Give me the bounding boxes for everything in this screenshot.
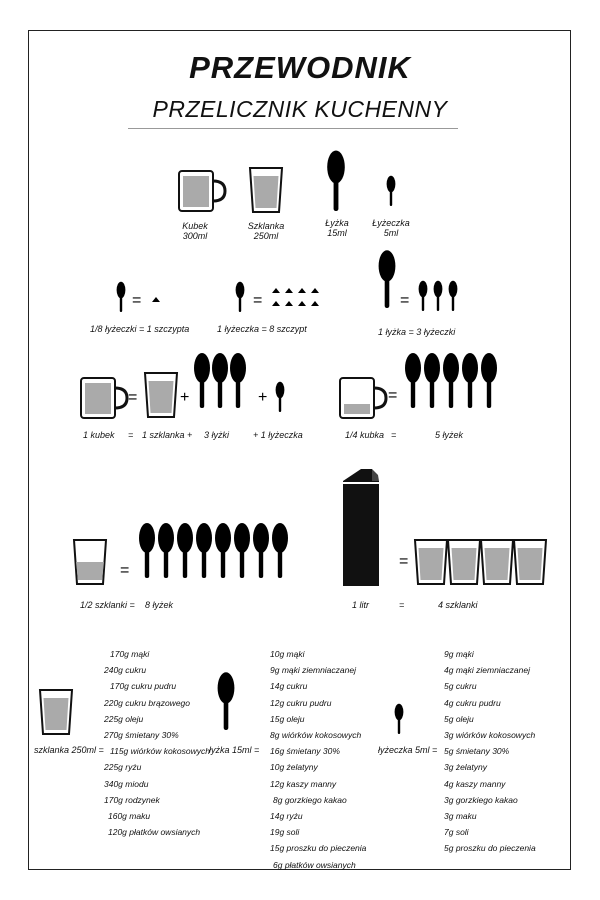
unit-label-glass: Szklanka 250ml	[247, 221, 285, 241]
list-item: 5g cukru	[444, 681, 477, 692]
list-item: 7g soli	[444, 827, 469, 838]
teaspoon-conversion-list	[444, 646, 536, 857]
tablespoon-table-label: łyżka 15ml =	[209, 745, 260, 755]
list-item: 12g cukru pudru	[270, 697, 332, 708]
plus-sign: +	[180, 389, 190, 406]
teaspoon-icon	[276, 382, 285, 412]
unit-label-tablespoon: Łyżka 15ml	[325, 218, 349, 238]
list-item: 8g gorzkiego kakao	[273, 794, 347, 805]
glasses-icon	[415, 540, 546, 584]
list-item: 3g maku	[444, 811, 477, 822]
list-item: 15g oleju	[270, 713, 305, 724]
teaspoon-icon	[387, 176, 396, 206]
list-item: 4g mąki ziemniaczanej	[444, 665, 530, 676]
list-item: 9g mąki ziemniaczanej	[270, 665, 356, 676]
five-tablespoons-label: 5 łyżek	[435, 430, 464, 440]
list-item: 12g kaszy manny	[270, 778, 337, 789]
quarter-cup-label: 1/4 kubka	[345, 430, 385, 440]
equals-label: =	[128, 430, 134, 440]
glass-conversion-list	[104, 646, 210, 840]
equals-label: =	[391, 430, 397, 440]
tablespoons-icon	[194, 353, 246, 408]
list-item: 14g cukru	[270, 681, 308, 692]
tablespoon-icon	[327, 151, 345, 212]
list-item: 5g oleju	[444, 713, 474, 724]
glass-icon	[40, 690, 72, 734]
list-item: 4g cukru pudru	[444, 697, 501, 708]
list-item: 8g wiórków kokosowych	[270, 730, 362, 741]
unit-label-mug: Kubek 300ml	[182, 221, 208, 241]
tablespoon-icon	[218, 672, 235, 730]
teaspoons-icon	[419, 281, 458, 311]
pinch-icon	[152, 297, 160, 302]
page-title: PRZEWODNIK	[189, 50, 411, 85]
list-item: 5g śmietany 30%	[444, 746, 510, 757]
equals-label: =	[399, 600, 405, 610]
equals-sign: =	[399, 553, 409, 570]
teaspoon-pinch-equivalence: 1 łyżeczka = 8 szczypt	[217, 324, 307, 334]
mug-icon	[81, 378, 127, 418]
list-item: 5g proszku do pieczenia	[444, 843, 536, 854]
tablespoon-teaspoon-equivalence: 1 łyżka = 3 łyżeczki	[378, 327, 456, 337]
list-item: 10g żelatyny	[270, 762, 318, 773]
tablespoons-label: 3 łyżki	[204, 430, 230, 440]
unit-label-teaspoon: Łyżeczka 5ml	[372, 218, 410, 238]
list-item: 9g mąki	[444, 649, 474, 659]
page-subtitle: PRZELICZNIK KUCHENNY	[152, 96, 448, 122]
cup-label: 1 kubek	[83, 430, 115, 440]
list-item: 10g mąki	[270, 649, 305, 659]
list-item: 220g cukru brązowego	[104, 697, 191, 708]
glass-plus-label: 1 szklanka +	[142, 430, 193, 440]
list-item: 115g wiórków kokosowych	[110, 746, 210, 757]
teaspoon-table-label: łyżeczka 5ml =	[378, 745, 438, 755]
equals-sign: =	[120, 562, 130, 579]
equals-sign: =	[400, 292, 410, 309]
list-item: 225g oleju	[104, 713, 144, 724]
teaspoon-icon	[236, 282, 245, 312]
list-item: 240g cukru	[104, 665, 147, 676]
list-item: 4g kaszy manny	[444, 778, 506, 789]
list-item: 340g miodu	[104, 778, 149, 789]
list-item: 225g ryżu	[104, 762, 142, 773]
list-item: 14g ryżu	[270, 811, 303, 822]
list-item: 120g płatków owsianych	[108, 827, 201, 838]
teaspoon-icon	[395, 704, 404, 734]
glass-icon	[250, 168, 282, 212]
list-item: 3g gorzkiego kakao	[444, 794, 518, 805]
list-item: 3g żelatyny	[444, 762, 487, 773]
list-item: 19g soli	[270, 827, 300, 838]
list-item: 3g wiórków kokosowych	[444, 730, 536, 741]
four-glasses-label: 4 szklanki	[438, 600, 478, 610]
half-glass-icon	[74, 540, 106, 584]
list-item: 15g proszku do pieczenia	[270, 843, 367, 854]
equals-sign: =	[388, 387, 398, 404]
list-item: 270g śmietany 30%	[104, 730, 179, 741]
plus-sign: +	[258, 389, 268, 406]
list-item: 6g płatków owsianych	[273, 859, 356, 870]
eight-tablespoons-label: 8 łyżek	[145, 600, 174, 610]
tablespoons-icon	[405, 353, 497, 408]
list-item: 170g mąki	[110, 649, 150, 659]
glass-icon	[145, 373, 177, 417]
liter-label: 1 litr	[352, 600, 370, 610]
list-item: 170g rodzynek	[104, 794, 160, 805]
half-glass-label: 1/2 szklanki =	[80, 600, 135, 610]
milk-carton-icon	[343, 469, 379, 586]
list-item: 160g maku	[108, 811, 151, 822]
tablespoon-icon	[379, 250, 396, 308]
quarter-mug-icon	[340, 378, 386, 418]
teaspoon-icon	[117, 282, 126, 312]
glass-table-label: szklanka 250ml =	[34, 745, 104, 755]
tablespoon-conversion-list	[270, 646, 366, 873]
tablespoons-icon	[139, 523, 288, 578]
list-item: 16g śmietany 30%	[270, 746, 340, 757]
equals-sign: =	[132, 292, 142, 309]
pinch-equivalence: 1/8 łyżeczki = 1 szczypta	[90, 324, 190, 334]
pinches-icon	[272, 288, 319, 306]
teaspoon-plus-label: + 1 łyżeczka	[253, 430, 303, 440]
list-item: 170g cukru pudru	[110, 681, 177, 692]
equals-sign: =	[128, 389, 138, 406]
equals-sign: =	[253, 292, 263, 309]
mug-icon	[179, 171, 225, 211]
